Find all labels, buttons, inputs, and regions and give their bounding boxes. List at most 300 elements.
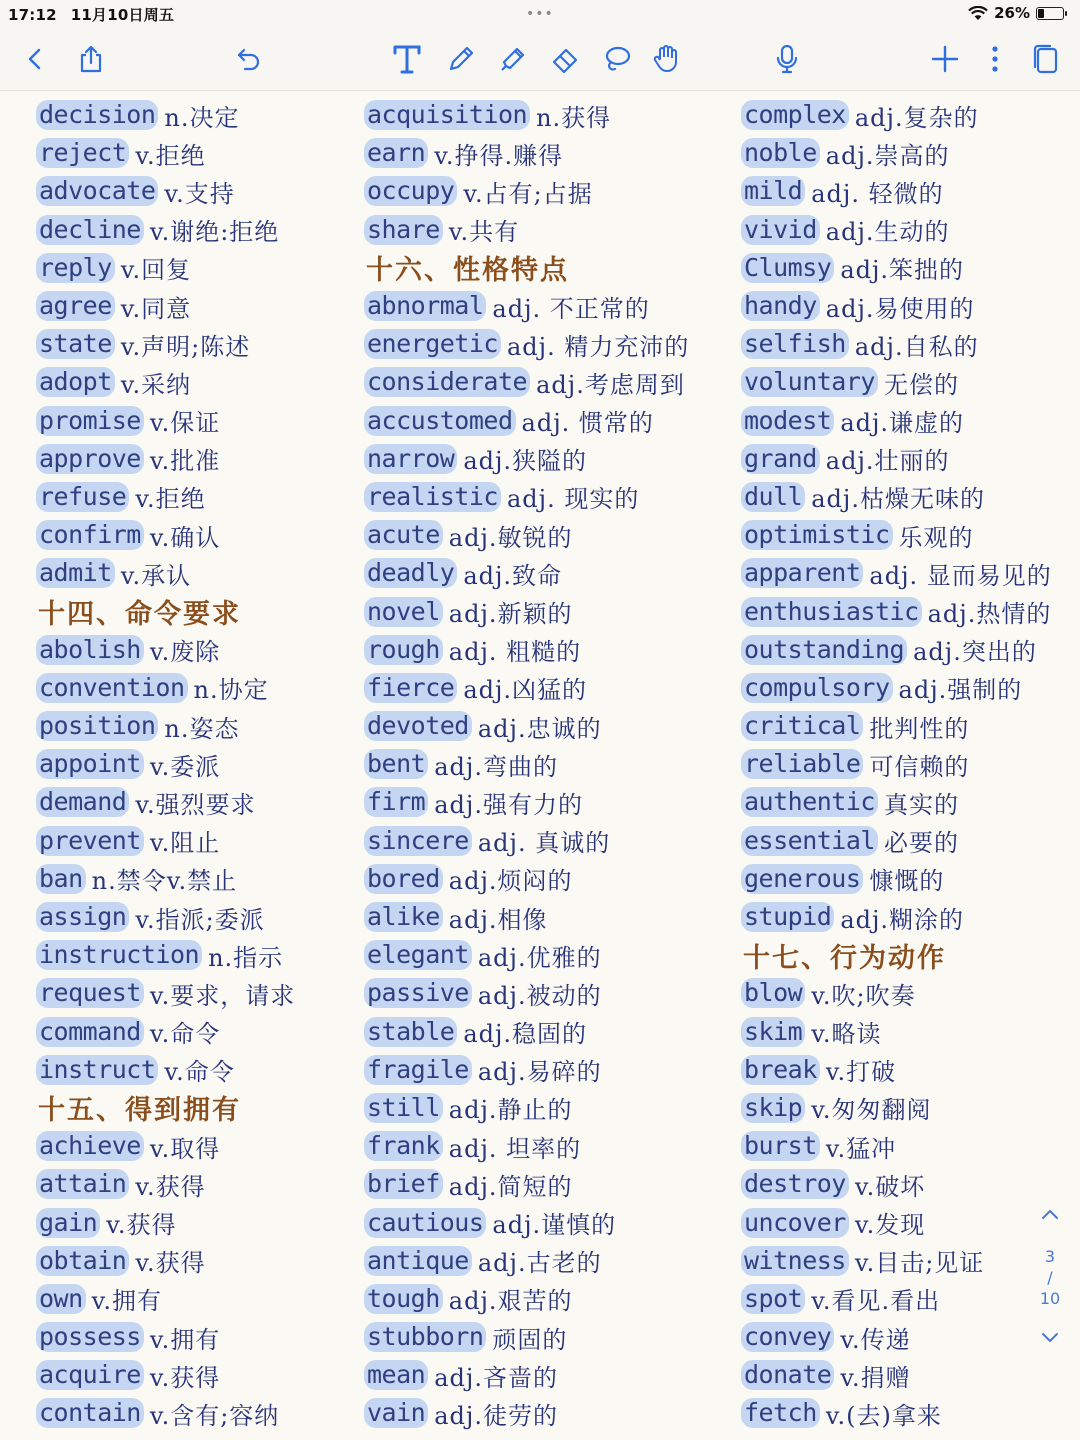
vocab-word: outstanding <box>741 635 907 665</box>
eraser-icon[interactable] <box>546 40 584 78</box>
vocab-definition: 必要的 <box>883 829 959 858</box>
vocab-word: acquire <box>36 1360 144 1390</box>
vocab-entry <box>364 478 689 516</box>
vocab-entry <box>364 669 689 707</box>
section-heading <box>741 936 1052 974</box>
vocab-definition: adj.糊涂的 <box>840 905 965 934</box>
vocab-definition: v.传递 <box>840 1325 911 1354</box>
vocab-entry <box>364 1356 689 1394</box>
vocab-definition: n.姿态 <box>164 714 240 743</box>
battery-percent: 26% <box>994 4 1030 22</box>
vocab-definition: adj. 坦率的 <box>448 1134 582 1163</box>
vocab-entry <box>36 974 295 1012</box>
undo-icon[interactable] <box>230 40 268 78</box>
vocab-definition: adj. 粗糙的 <box>448 638 582 667</box>
vocab-definition: adj. 不正常的 <box>492 294 650 323</box>
share-icon[interactable] <box>72 40 110 78</box>
vocab-entry <box>36 287 295 325</box>
status-bar <box>0 0 1080 28</box>
back-icon[interactable] <box>16 40 54 78</box>
vocab-entry <box>364 974 689 1012</box>
vocab-word: voluntary <box>741 367 878 397</box>
vocab-definition: v.打破 <box>825 1058 897 1087</box>
vocab-definition: adj.敏锐的 <box>448 523 573 552</box>
vocab-word: stupid <box>741 902 834 932</box>
vocab-word: modest <box>741 406 834 436</box>
section-heading-text: 十四、命令要求 <box>38 599 241 631</box>
vocab-word: burst <box>741 1131 820 1161</box>
text-tool-icon[interactable] <box>388 40 426 78</box>
vocab-definition: v.获得 <box>135 1249 206 1278</box>
vocab-definition: adj.新颖的 <box>448 600 573 629</box>
vocab-entry <box>36 96 295 134</box>
vocab-definition: v.拒绝 <box>135 141 206 170</box>
vocab-word: fragile <box>364 1055 472 1085</box>
vocab-word: convention <box>36 673 188 703</box>
vocab-definition: adj. 现实的 <box>506 485 640 514</box>
vocab-entry <box>36 1051 295 1089</box>
vocab-entry <box>364 898 689 936</box>
vocab-entry <box>741 1203 1052 1241</box>
vocab-entry <box>36 783 295 821</box>
section-heading <box>36 592 295 630</box>
vocab-definition: n.协定 <box>193 676 269 705</box>
vocab-entry <box>36 325 295 363</box>
vocab-definition: adj.静止的 <box>448 1096 573 1125</box>
vocab-definition: v.拒绝 <box>135 485 206 514</box>
vocab-definition: v.共有 <box>448 218 520 247</box>
vocab-entry <box>741 402 1052 440</box>
vocab-entry <box>364 860 689 898</box>
vocab-word: acquisition <box>364 100 530 130</box>
vocab-definition: v.获得 <box>135 1172 206 1201</box>
vocab-word: still <box>364 1093 443 1123</box>
vocab-word: agree <box>36 291 115 321</box>
vocab-entry <box>364 1127 689 1165</box>
vocab-word: break <box>741 1055 820 1085</box>
vocab-definition: 无偿的 <box>883 370 959 399</box>
vocab-definition: v.同意 <box>120 294 192 323</box>
vocab-definition: adj.易使用的 <box>825 294 975 323</box>
vocab-word: mean <box>364 1360 428 1390</box>
vocab-word: devoted <box>364 711 472 741</box>
vocab-entry <box>741 783 1052 821</box>
vocab-word: achieve <box>36 1131 144 1161</box>
vocab-definition: v.猛冲 <box>825 1134 897 1163</box>
vocab-definition: adj. 惯常的 <box>521 409 654 438</box>
vocab-definition: adj.壮丽的 <box>825 447 950 476</box>
vocab-entry <box>741 134 1052 172</box>
vocab-word: alike <box>364 902 443 932</box>
vocab-definition: v.占有;占据 <box>463 179 593 208</box>
vocab-entry <box>364 1203 689 1241</box>
vocab-word: Clumsy <box>741 253 834 283</box>
vocab-word: apparent <box>741 558 863 588</box>
page-separator: / <box>1047 1268 1053 1287</box>
vocab-definition: adj.突出的 <box>913 638 1037 667</box>
vocab-entry <box>741 592 1052 630</box>
section-heading-text: 十五、得到拥有 <box>38 1095 241 1127</box>
vocab-word: stable <box>364 1017 457 1047</box>
vocab-entry <box>364 1394 689 1432</box>
vocab-entry <box>741 1165 1052 1203</box>
vocab-word: admit <box>36 558 115 588</box>
vocab-word: critical <box>741 711 863 741</box>
vocab-definition: adj.弯曲的 <box>434 752 558 781</box>
scroll-down-icon[interactable] <box>1030 1330 1070 1349</box>
vocab-definition: v.发现 <box>854 1211 926 1240</box>
vocab-word: reject <box>36 138 129 168</box>
vocab-word: deadly <box>364 558 457 588</box>
vocab-definition: 批判性的 <box>869 714 970 743</box>
vocab-entry <box>36 631 295 669</box>
vocab-word: abolish <box>36 635 144 665</box>
vocab-word: vain <box>364 1398 428 1428</box>
vocab-definition: v.采纳 <box>120 370 192 399</box>
vocab-entry <box>36 936 295 974</box>
vocab-definition: v.要求，请求 <box>149 981 296 1010</box>
vocab-entry <box>741 1280 1052 1318</box>
vocab-definition: v.吹;吹奏 <box>811 981 916 1010</box>
vocab-word: share <box>364 215 443 245</box>
vocab-word: advocate <box>36 176 158 206</box>
add-icon[interactable] <box>926 40 964 78</box>
vocab-entry <box>741 440 1052 478</box>
vocab-definition: 顽固的 <box>492 1325 568 1354</box>
vocab-entry <box>36 898 295 936</box>
vocab-word: decision <box>36 100 158 130</box>
vocab-entry <box>36 1356 295 1394</box>
vocab-word: ban <box>36 864 86 894</box>
vocab-word: confirm <box>36 520 144 550</box>
vocab-entry <box>741 898 1052 936</box>
vocab-word: attain <box>36 1169 129 1199</box>
vocab-definition: adj.古老的 <box>477 1249 602 1278</box>
vocab-word: gain <box>36 1208 100 1238</box>
vocab-word: novel <box>364 597 443 627</box>
vocab-entry <box>741 325 1052 363</box>
vocab-word: essential <box>741 826 878 856</box>
vocab-definition: adj. 轻微的 <box>811 179 944 208</box>
vocab-entry <box>364 707 689 745</box>
vocab-entry <box>741 1356 1052 1394</box>
vocab-word: request <box>36 978 144 1008</box>
vocab-word: approve <box>36 444 144 474</box>
vocab-entry <box>741 516 1052 554</box>
vocab-definition: adj.艰苦的 <box>448 1287 573 1316</box>
vocab-word: bored <box>364 864 443 894</box>
section-heading <box>364 249 689 287</box>
more-icon[interactable] <box>976 40 1014 78</box>
vocab-word: obtain <box>36 1246 129 1276</box>
battery-level <box>1038 9 1044 18</box>
vocab-entry <box>364 1051 689 1089</box>
vocab-word: passive <box>364 978 472 1008</box>
vocab-definition: v.(去)拿来 <box>825 1401 942 1430</box>
vocab-entry <box>741 822 1052 860</box>
vocab-entry <box>36 860 295 898</box>
vocab-word: noble <box>741 138 820 168</box>
vocab-entry <box>741 1127 1052 1165</box>
vocab-definition: v.确认 <box>149 523 221 552</box>
vocab-definition: 慷慨的 <box>869 867 945 896</box>
vocab-word: realistic <box>364 482 501 512</box>
vocab-entry <box>364 783 689 821</box>
vocab-entry <box>36 1318 295 1356</box>
vocab-entry <box>36 172 295 210</box>
vocab-definition: adj.稳固的 <box>463 1020 588 1049</box>
vocab-word: refuse <box>36 482 129 512</box>
vocab-word: witness <box>741 1246 849 1276</box>
vocab-entry <box>741 96 1052 134</box>
vocab-word: antique <box>364 1246 472 1276</box>
vocab-word: cautious <box>364 1208 486 1238</box>
vocab-word: tough <box>364 1284 443 1314</box>
vocab-word: authentic <box>741 787 878 817</box>
vocab-word: reliable <box>741 749 863 779</box>
vocab-word: possess <box>36 1322 144 1352</box>
vocab-definition: v.含有;容纳 <box>149 1401 280 1430</box>
vocab-entry <box>364 1013 689 1051</box>
vocab-word: blow <box>741 978 805 1008</box>
vocab-word: bent <box>364 749 428 779</box>
vocab-entry <box>36 440 295 478</box>
vocab-word: contain <box>36 1398 144 1428</box>
vocab-entry <box>36 669 295 707</box>
vocab-definition: 可信赖的 <box>869 752 970 781</box>
section-heading <box>36 1089 295 1127</box>
vocab-definition: adj.忠诚的 <box>477 714 602 743</box>
vocab-word: earn <box>364 138 428 168</box>
vocab-definition: v.声明;陈述 <box>120 332 251 361</box>
vocab-definition: v.批准 <box>149 447 221 476</box>
vocab-definition: v.获得 <box>149 1363 221 1392</box>
vocab-entry <box>364 1280 689 1318</box>
vocab-word: sincere <box>364 826 472 856</box>
current-page: 3 <box>1044 1247 1056 1266</box>
vocab-entry <box>36 134 295 172</box>
vocab-definition: adj. 精力充沛的 <box>506 332 690 361</box>
vocab-definition: adj.致命 <box>463 561 563 590</box>
vocab-word: complex <box>741 100 849 130</box>
vocab-definition: n.获得 <box>536 103 612 132</box>
vocab-entry <box>364 325 689 363</box>
vocab-word: brief <box>364 1169 443 1199</box>
vocab-word: own <box>36 1284 86 1314</box>
vocab-word: generous <box>741 864 863 894</box>
vocab-entry <box>36 707 295 745</box>
vocab-entry <box>741 1051 1052 1089</box>
vocab-definition: adj.谨慎的 <box>492 1211 617 1240</box>
vocab-entry <box>741 1394 1052 1432</box>
highlighter-icon[interactable] <box>494 40 532 78</box>
vocab-word: firm <box>364 787 428 817</box>
vocab-definition: adj.狭隘的 <box>463 447 588 476</box>
vocab-definition: n.禁令v.禁止 <box>91 867 238 896</box>
vocab-entry <box>741 1013 1052 1051</box>
vocab-entry <box>741 860 1052 898</box>
vocab-entry <box>36 363 295 401</box>
vocab-entry <box>364 402 689 440</box>
wifi-icon <box>968 6 988 21</box>
vocab-definition: adj.吝啬的 <box>434 1363 558 1392</box>
vocab-word: convey <box>741 1322 834 1352</box>
vocab-definition: v.拥有 <box>91 1287 162 1316</box>
vocab-definition: v.回复 <box>120 256 192 285</box>
vocab-entry <box>36 1013 295 1051</box>
vocab-entry <box>364 440 689 478</box>
pages-icon[interactable] <box>1026 40 1064 78</box>
vocab-entry <box>36 554 295 592</box>
vocab-definition: adj.热情的 <box>927 600 1052 629</box>
status-date: 11月10日周五 <box>70 6 175 24</box>
total-pages: 10 <box>1039 1289 1061 1308</box>
vocab-definition: v.指派;委派 <box>135 905 265 934</box>
vocab-definition: adj.生动的 <box>825 218 950 247</box>
vocab-definition: v.保证 <box>149 409 221 438</box>
vocab-definition: adj.笨拙的 <box>840 256 965 285</box>
vocab-definition: v.命令 <box>164 1058 235 1087</box>
vocab-entry <box>36 1127 295 1165</box>
vocab-word: promise <box>36 406 144 436</box>
vocab-entry <box>741 745 1052 783</box>
vocab-entry <box>36 1394 295 1432</box>
vocab-word: command <box>36 1017 144 1047</box>
microphone-icon[interactable] <box>768 40 806 78</box>
vocab-word: mild <box>741 176 805 206</box>
hand-icon[interactable] <box>648 40 686 78</box>
vocab-entry <box>36 1165 295 1203</box>
vocab-word: donate <box>741 1360 834 1390</box>
vocab-entry <box>36 402 295 440</box>
vocab-entry <box>741 974 1052 1012</box>
vocab-word: skim <box>741 1017 805 1047</box>
vocab-entry <box>364 554 689 592</box>
vocab-entry <box>36 745 295 783</box>
vocab-word: reply <box>36 253 115 283</box>
section-heading-text: 十六、性格特点 <box>366 255 569 287</box>
vocab-entry <box>741 1242 1052 1280</box>
vocab-definition: v.谢绝:拒绝 <box>149 218 280 247</box>
vocab-definition: 真实的 <box>883 790 959 819</box>
vocab-definition: v.支持 <box>164 179 235 208</box>
vocab-entry <box>36 249 295 287</box>
vocab-word: adopt <box>36 367 115 397</box>
vocab-word: instruction <box>36 940 202 970</box>
vocab-word: rough <box>364 635 443 665</box>
vocab-definition: adj.谦虚的 <box>840 409 965 438</box>
vocab-entry <box>364 745 689 783</box>
vocab-entry <box>364 96 689 134</box>
lasso-icon[interactable] <box>598 40 636 78</box>
vocab-word: instruct <box>36 1055 158 1085</box>
toolbar <box>0 28 1080 91</box>
vocab-entry <box>36 211 295 249</box>
vocab-word: handy <box>741 291 820 321</box>
vocab-entry <box>364 516 689 554</box>
vocab-entry <box>364 1165 689 1203</box>
vocab-entry <box>364 592 689 630</box>
multitasking-dots[interactable]: ••• <box>526 6 554 22</box>
page-indicator <box>1030 1206 1070 1366</box>
vocab-definition: adj.自私的 <box>854 332 979 361</box>
vocab-definition: adj.强有力的 <box>434 790 583 819</box>
vocab-entry <box>364 134 689 172</box>
vocab-definition: v.匆匆翻阅 <box>811 1096 932 1125</box>
vocab-entry <box>741 249 1052 287</box>
vocab-word: prevent <box>36 826 144 856</box>
scroll-up-icon[interactable] <box>1030 1206 1070 1225</box>
vocab-entry <box>741 1089 1052 1127</box>
vocab-word: uncover <box>741 1208 849 1238</box>
vocab-entry <box>36 1242 295 1280</box>
vocab-word: skip <box>741 1093 805 1123</box>
vocab-word: selfish <box>741 329 849 359</box>
vocab-definition: v.挣得.赚得 <box>434 141 564 170</box>
vocab-word: stubborn <box>364 1322 486 1352</box>
vocab-definition: n.决定 <box>164 103 240 132</box>
vocabulary-column-2 <box>364 96 689 1433</box>
battery-icon <box>1036 7 1064 20</box>
vocab-word: frank <box>364 1131 443 1161</box>
vocab-entry <box>741 211 1052 249</box>
vocab-entry <box>364 1242 689 1280</box>
vocab-definition: adj.凶猛的 <box>463 676 588 705</box>
vocab-entry <box>36 478 295 516</box>
vocab-definition: adj. 显而易见的 <box>869 561 1052 590</box>
vocab-word: accustomed <box>364 406 516 436</box>
vocab-definition: v.看见.看出 <box>811 1287 941 1316</box>
vocab-definition: adj.简短的 <box>448 1172 573 1201</box>
vocab-entry <box>36 822 295 860</box>
vocab-entry <box>364 172 689 210</box>
vocab-word: assign <box>36 902 129 932</box>
vocab-definition: v.废除 <box>149 638 221 667</box>
vocab-definition: adj.相像 <box>448 905 548 934</box>
status-clock <box>8 4 188 25</box>
vocab-definition: adj.枯燥无味的 <box>811 485 985 514</box>
vocab-definition: 乐观的 <box>898 523 974 552</box>
vocab-word: dull <box>741 482 805 512</box>
vocab-entry <box>36 1280 295 1318</box>
section-heading-text: 十七、行为动作 <box>743 942 946 974</box>
vocab-entry <box>364 211 689 249</box>
vocab-word: appoint <box>36 749 144 779</box>
vocab-definition: v.破坏 <box>854 1172 926 1201</box>
vocab-word: spot <box>741 1284 805 1314</box>
pen-icon[interactable] <box>442 40 480 78</box>
vocab-entry <box>364 631 689 669</box>
vocab-word: position <box>36 711 158 741</box>
vocab-word: destroy <box>741 1169 849 1199</box>
vocab-definition: adj.烦闷的 <box>448 867 573 896</box>
vocab-definition: v.阻止 <box>149 829 221 858</box>
vocab-word: narrow <box>364 444 457 474</box>
vocab-word: demand <box>36 787 129 817</box>
vocab-entry <box>364 1089 689 1127</box>
vocab-definition: v.略读 <box>811 1020 882 1049</box>
vocab-entry <box>364 287 689 325</box>
vocab-definition: adj. 真诚的 <box>477 829 611 858</box>
vocab-definition: adj.强制的 <box>898 676 1023 705</box>
vocab-word: compulsory <box>741 673 893 703</box>
vocab-definition: v.强烈要求 <box>135 790 256 819</box>
vocab-definition: v.捐赠 <box>840 1363 911 1392</box>
vocab-entry <box>364 822 689 860</box>
vocab-definition: v.拥有 <box>149 1325 221 1354</box>
vocab-definition: v.获得 <box>106 1211 177 1240</box>
vocab-word: grand <box>741 444 820 474</box>
